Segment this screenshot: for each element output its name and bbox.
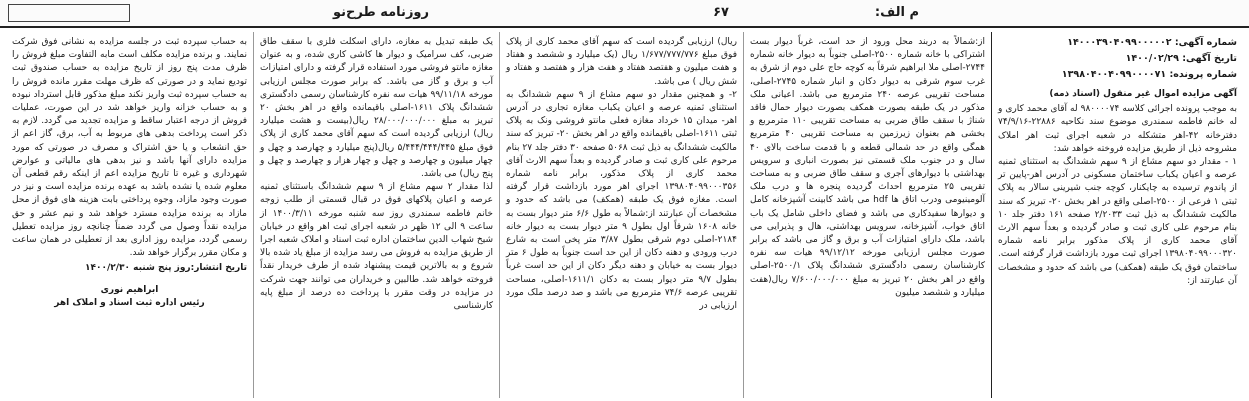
column-2-text: از:شمالاً به دربند محل ورود از حد است، غرباً دیوار بست اشتراکی با خانه شماره ۲۵۰۰-اصلی جنوباً به دیوار خانه شماره ۲۷۴۴-اصلی ملا ابراهیم شرقاً به کوچه حاج علی دوم از شرق به غرب سوم شرقی به دیوار دکان و انبار شماره ۲۷۴۵-اصلی، مساحت تقریبی عرصه ۲۴۰ مترمربع می باشد. اعیانی ملک مذکور در یک طبقه بصورت همکف بصورت دیوار حمال فاقد شناژ با سقف طاق ضربی به مساحت تقریبی ۱۱۰ مترمربع و بخشی هم بعنوان زیرزمین به مساحت تقریبی ۴۰ مترمربع همگی واقع در حد شمالی قطعه و با قدمت ساخت بالای ۴۰ سال و در جنوب ملک قسمتی نیز بصورت انباری و سرویس بهداشتی با دیوارهای آجری و سقف طاق ضربی و به مساحت تقریبی ۲۵ مترمربع احداث گردیده پنجره ها و درب ملک آلومینیومی ودرب اتاق ها hdf می باشد کابینت آشپزخانه کامل و دیوارها سفیدکاری می باشد و فضای داخلی شامل یک باب اتاق خواب، آشپزخانه، سرویس بهداشتی، هال و پذیرایی می باشد، ملک دارای امتیازات آب و برق و گاز می باشد که برابر صورت مجلس ارزیابی مورخه ۹۹/۱۲/۱۲ هیات سه نفره کارشناسان رسمی دادگستری ششدانگ پلاک ۲۵۰۰/۱-اصلی واقع در اهر بخش ۲۰ تبریز به مبلغ ۷/۶۰۰/۰۰۰/۰۰۰ ریال(هفت میلیارد و ششصد میلیون (750, 37, 985, 298)
column-1 (991, 32, 1243, 398)
page-header (0, 0, 1249, 28)
ad-date: تاریخ آگهی: ۱۴۰۰/۰۲/۲۹ (1125, 53, 1237, 64)
ad-meta (998, 36, 1237, 82)
signature-block: ابراهیم نوری رئیس اداره ثبت اسناد و املاک اهر (54, 284, 205, 308)
publish-date: تاریخ انتشار:روز پنج شنبه ۱۴۰۰/۲/۳۰ (85, 263, 247, 274)
column-3-text: ریال) ارزیابی گردیده است که سهم آقای محمد کاری از پلاک فوق مبلغ ۱/۶۷۷/۷۷۷/۷۷۶ ریال (یک میلیارد و ششصد و هفتاد و هفت میلیون و هفتصد هفتاد و هفت هزار و هفتصد و هفتاد و شش ریال ) می باشد. ۲- و همچنین مقدار دو سهم مشاع از ۹ سهم ششدانگ به استثنای ثمنیه عرصه و اعیان یکباب مغازه تجاری در آدرس اهر- میدان ۱۵ خرداد مغازه فعلی مانتو فروشی ونک به پلاک ثبتی ۱۶۱۱-اصلی باقیمانده واقع در اهر بخش ۲۰- تبریز که سند مالکیت ششدانگ به ذیل ثبت ۵۰۶۸ صفحه ۳۰ دفتر جلد ۲۷ بنام مرحوم علی کاری ثبت و صادر گردیده و بعداً سهم الارث آقای محمد کاری از پلاک مذکور، برابر نامه شماره ۱۳۹۸۰۴۰۹۹۰۰۰۳۵۶ اجرای اهر مورد بازداشت قرار گرفته است. مغازه فوق یک طبقه (همکف) می باشد که حدود و مشخصات آن عبارتند از:شمالاً به طول ۶/۶ متر دیوار بست به خانه ۱۶۰۸ شرقاً اول بطول ۹ متر دیوار بست به دیوار خانه ۲۱۸۴-اصلی دوم شرقی بطول ۳/۸۷ متر پخی است به شارع درب ورودی و دهنه دکان از این حد است جنوباً به طول ۶ متر دیوار بست به خیابان و دهنه دیگر دکان از این حد است غرباً بطول ۹/۷ متر دیوار بست به دکان ۱۶۱۱/۱-اصلی، مساحت تقریبی عرصه ۷۴/۶ مترمربع می باشد و صد درصد ملک مورد ارزیابی در (506, 37, 737, 312)
columns-container (6, 32, 1243, 398)
ad-heading: آگهی مزایده اموال غیر منقول (اسناد ذمه) (1049, 89, 1237, 99)
column-3 (499, 32, 743, 398)
case-number: شماره پرونده: ۱۳۹۸۰۴۰۰۴۰۹۹۰۰۰۰۷۱ (1061, 69, 1237, 80)
newspaper-name: روزنامه طرح‌نو (332, 5, 429, 20)
column-5-text: به حساب سپرده ثبت در جلسه مزایده به نشانی فوق شرکت نمایند. و برنده مزایده مکلف است مابه التفاوت مبلغ فروش را ظرف مدت پنج روز از تاریخ مزایده به حساب صندوق ثبت تودیع نماید و در صورتی که ظرف مهلت مقرر مانده فروش را به حساب سپرده ثبت واریز نکند مبلغ مذکور قابل استرداد نبوده و به حساب خزانه واریز خواهد شد در این صورت، عملیات فروش از درجه اعتبار ساقط و مزایده تجدید می گردد. لازم به ذکر است پرداخت بدهی های مربوط به آب، برق، گاز اعم از حق انشعاب و یا حق اشتراک و مصرف در صورتی که مورد مزایده دارای آنها باشد و نیز بدهی های مالیاتی و عوارض شهرداری و غیره تا تاریخ مزایده اعم از اینکه رقم قطعی آن معلوم شده یا نشده باشد به عهده برنده مزایده است و نیز در صورت وجود مازاد، وجوه پرداختی بابت هزینه های فوق از محل مازاد به برنده مزایده مسترد خواهد شد و نیم عشر و حق مزایده نقداً وصول می گردد ضمناً چنانچه روز مزایده تعطیل رسمی گردد، مزایده روز اداری بعد از تعطیلی در همان ساعت و مکان مقرر برگزار خواهد شد. (12, 37, 247, 259)
column-2 (743, 32, 991, 398)
column-4-text: یک طبقه تبدیل به مغازه، دارای اسکلت فلزی با سقف طاق ضربی، کف سرامیک و دیوار ها کاشی کاری شده، و به عنوان مغازه مانتو فروشی مورد استفاده قرار گرفته و دارای امتیازات آب و برق و گاز می باشد. که برابر صورت مجلس ارزیابی مورخه ۹۹/۱۱/۱۸ هیات سه نفره کارشناسان رسمی دادگستری ششدانگ پلاک ۱۶۱۱-اصلی باقیمانده واقع در اهر بخش ۲۰ تبریز به مبلغ ۲۸/۰۰۰/۰۰۰/۰۰۰ ریال(بیست و هشت میلیارد ریال) ارزیابی گردیده است که سهم آقای محمد کاری از پلاک فوق مبلغ ۵/۴۴۴/۴۴۴/۴۴۵ ریال(پنج میلیارد و چهارصد و چهل و چهار میلیون و چهارصد و چهل و چهار هزار و چهارصد و چهل و پنج ریال) می باشد. لذا مقدار ۲ سهم مشاع از ۹ سهم ششدانگ باستثنای ثمنیه عرصه و اعیان پلاکهای فوق در قبال قسمتی از طلب زوجه خانم فاطمه سمندری روز سه شنبه مورخه ۱۴۰۰/۳/۱۱ از ساعت ۹ الی ۱۲ ظهر در شعبه اجرای ثبت اهر واقع در خیابان شیخ شهاب الدین ساختمان اداره ثبت اسناد و املاک شعبه اجرا از طریق مزایده به فروش می رسد مزایده از مبلغ یاد شده بالا شروع و به بالاترین قیمت پیشنهاد شده از طرف خریدار نقداً فروخته خواهد شد. طالبین و خریداران می توانند جهت شرکت در مزایده در وقت مقرر با پرداخت ده درصد از مبلغ پایه کارشناسی (260, 37, 494, 312)
header-box (8, 4, 130, 22)
ad-number: شماره آگهی: ۱۴۰۰۰۳۹۰۴۰۹۹۰۰۰۰۰۲ (1067, 37, 1237, 48)
column-1-text: به موجب پرونده اجرائی کلاسه ۹۸۰۰۰۰۷۴ له آقای محمد کاری و له خانم فاطمه سمندری موضوع سند نکاحیه ۲۲۸۸۶-۷۴/۹/۱۶ دفترخانه ۴۲-اهر متشکله در شعبه اجرای ثبت اهر املاک مشروحه ذیل از طریق مزایده فروخته خواهد شد: ۱ - مقدار دو سهم مشاع از ۹ سهم ششدانگ به استثنای ثمنیه عرصه و اعیان یکباب ساختمان مسکونی در آدرس اهر-پایین تر از پاندوم ترسیده به چایکنار، کوچه جنب شیرینی سالار به پلاک ثبتی ۱ فرعی از ۲۵۰۰-اصلی واقع در اهر بخش ۲۰- تبریز که سند مالکیت ششدانگ به ذیل ثبت ۲/۲۰۳۳ صفحه ۱۶۱ دفتر جلد ۱۰ بنام مرحوم علی کاری ثبت و صادر گردیده و بعداً سهم الارث آقای محمد کاری از پلاک مذکور برابر نامه شماره ۱۳۹۸۰۴۰۹۹۰۰۰۳۲۰ اجرای ثبت مورد بازداشت قرار گرفته است. ساختمان فوق یک طبقه (همکف) می باشد که حدود و مشخصات آن عبارتند از: (998, 104, 1238, 286)
column-5 (6, 32, 253, 398)
column-4 (253, 32, 499, 398)
ad-code-label: م الف: (874, 5, 919, 20)
page-number: ۶۷ (713, 5, 729, 20)
